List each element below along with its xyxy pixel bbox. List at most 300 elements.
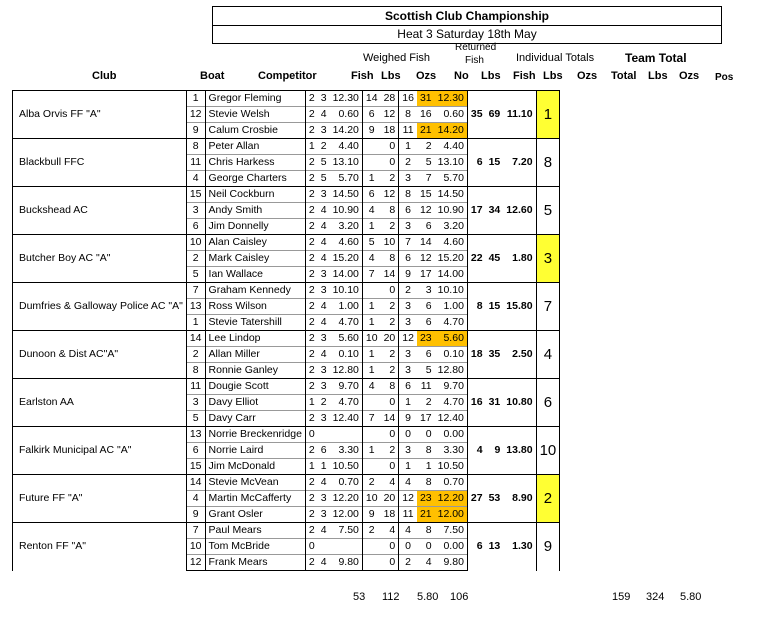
team-lbs-cell: 34 <box>486 187 504 235</box>
competitor-cell: Mark Caisley <box>205 251 305 267</box>
lbs-cell: 4 <box>318 315 330 331</box>
competitor-cell: Ian Wallace <box>205 267 305 283</box>
individual-ozs-cell: 12.20 <box>435 491 468 507</box>
team-ozs-cell: 12.60 <box>503 187 536 235</box>
fish-cell: 2 <box>305 203 317 219</box>
fish-cell: 2 <box>305 315 317 331</box>
header-ret-no: No <box>454 70 469 82</box>
ozs-cell: 3.20 <box>330 219 363 235</box>
ozs-cell: 12.20 <box>330 491 363 507</box>
team-ozs-cell: 10.80 <box>503 379 536 427</box>
team-ozs-cell: 11.10 <box>503 91 536 139</box>
individual-ozs-cell: 7.50 <box>435 523 468 539</box>
table-row <box>13 379 560 395</box>
individual-fish-cell: 3 <box>399 171 417 187</box>
individual-ozs-cell: 4.60 <box>435 235 468 251</box>
individual-ozs-cell: 15.20 <box>435 251 468 267</box>
grand-total-team-lbs: 324 <box>646 591 665 603</box>
returned-lbs-cell: 0 <box>381 427 399 443</box>
lbs-cell: 3 <box>318 331 330 347</box>
fish-cell: 2 <box>305 283 317 299</box>
fish-cell: 2 <box>305 171 317 187</box>
boat-cell: 7 <box>186 523 205 539</box>
individual-ozs-cell: 1.00 <box>435 299 468 315</box>
individual-fish-cell: 1 <box>399 139 417 155</box>
boat-cell: 13 <box>186 427 205 443</box>
fish-cell: 0 <box>305 539 317 555</box>
boat-cell: 7 <box>186 283 205 299</box>
individual-ozs-cell: 12.40 <box>435 411 468 427</box>
individual-fish-cell: 4 <box>399 475 417 491</box>
ozs-cell: 10.50 <box>330 459 363 475</box>
individual-lbs-cell: 6 <box>417 299 435 315</box>
club-name: Butcher Boy AC "A" <box>13 235 187 283</box>
position-cell: 10 <box>536 427 560 475</box>
individual-lbs-cell: 31 <box>417 91 435 107</box>
individual-lbs-cell: 17 <box>417 267 435 283</box>
boat-cell: 12 <box>186 555 205 571</box>
team-total-cell: 4 <box>467 427 485 475</box>
individual-ozs-cell: 9.80 <box>435 555 468 571</box>
returned-lbs-cell: 8 <box>381 379 399 395</box>
ozs-cell: 12.80 <box>330 363 363 379</box>
returned-lbs-cell: 2 <box>381 219 399 235</box>
individual-lbs-cell: 11 <box>417 379 435 395</box>
fish-cell: 1 <box>305 395 317 411</box>
header-ind-ozs: Ozs <box>577 70 598 82</box>
position-cell: 1 <box>536 91 560 139</box>
results-table <box>12 90 560 571</box>
individual-lbs-cell: 2 <box>417 139 435 155</box>
individual-lbs-cell: 4 <box>417 555 435 571</box>
returned-lbs-cell: 14 <box>381 267 399 283</box>
team-total-cell: 6 <box>467 523 485 571</box>
competitor-cell: Graham Kennedy <box>205 283 305 299</box>
lbs-cell: 4 <box>318 475 330 491</box>
club-name: Blackbull FFC <box>13 139 187 187</box>
individual-lbs-cell: 0 <box>417 539 435 555</box>
competitor-cell: Peter Allan <box>205 139 305 155</box>
returned-no-cell: 1 <box>362 315 380 331</box>
ozs-cell: 12.00 <box>330 507 363 523</box>
lbs-cell: 4 <box>318 555 330 571</box>
team-ozs-cell: 13.80 <box>503 427 536 475</box>
table-row <box>13 139 560 155</box>
ozs-cell <box>330 427 363 443</box>
ozs-cell <box>330 539 363 555</box>
competitor-cell: Andy Smith <box>205 203 305 219</box>
individual-fish-cell: 1 <box>399 395 417 411</box>
individual-lbs-cell: 23 <box>417 331 435 347</box>
fish-cell: 2 <box>305 475 317 491</box>
grand-total-team-ozs: 5.80 <box>680 591 702 603</box>
ozs-cell: 10.10 <box>330 283 363 299</box>
competitor-cell: Paul Mears <box>205 523 305 539</box>
returned-lbs-cell: 12 <box>381 107 399 123</box>
header-ind-fish: Fish <box>513 70 536 82</box>
returned-lbs-cell: 10 <box>381 235 399 251</box>
individual-lbs-cell: 16 <box>417 107 435 123</box>
lbs-cell: 4 <box>318 219 330 235</box>
boat-cell: 14 <box>186 331 205 347</box>
lbs-cell: 2 <box>318 395 330 411</box>
individual-fish-cell: 3 <box>399 347 417 363</box>
table-row <box>13 523 560 539</box>
team-lbs-cell: 45 <box>486 235 504 283</box>
returned-no-cell: 9 <box>362 123 380 139</box>
team-total-cell: 6 <box>467 139 485 187</box>
lbs-cell: 2 <box>318 139 330 155</box>
competitor-cell: Allan Miller <box>205 347 305 363</box>
ozs-cell: 12.40 <box>330 411 363 427</box>
individual-lbs-cell: 12 <box>417 203 435 219</box>
lbs-cell: 3 <box>318 363 330 379</box>
competitor-cell: George Charters <box>205 171 305 187</box>
lbs-cell: 3 <box>318 283 330 299</box>
team-lbs-cell: 31 <box>486 379 504 427</box>
individual-lbs-cell: 7 <box>417 171 435 187</box>
individual-ozs-cell: 4.40 <box>435 139 468 155</box>
individual-fish-cell: 3 <box>399 443 417 459</box>
lbs-cell: 4 <box>318 251 330 267</box>
ozs-cell: 10.90 <box>330 203 363 219</box>
competitor-cell: Jim Donnelly <box>205 219 305 235</box>
returned-lbs-cell: 2 <box>381 443 399 459</box>
lbs-cell <box>318 539 330 555</box>
individual-ozs-cell: 4.70 <box>435 395 468 411</box>
team-lbs-cell: 15 <box>486 283 504 331</box>
individual-lbs-cell: 6 <box>417 219 435 235</box>
returned-lbs-cell: 0 <box>381 395 399 411</box>
returned-no-cell: 2 <box>362 475 380 491</box>
ozs-cell: 1.00 <box>330 299 363 315</box>
individual-fish-cell: 12 <box>399 331 417 347</box>
table-row <box>13 283 560 299</box>
competitor-cell: Stevie McVean <box>205 475 305 491</box>
fish-cell: 2 <box>305 491 317 507</box>
competitor-cell: Stevie Tatershill <box>205 315 305 331</box>
competitor-cell: Calum Crosbie <box>205 123 305 139</box>
header-ozs: Ozs <box>416 70 437 82</box>
competitor-cell: Grant Osler <box>205 507 305 523</box>
team-total-cell: 27 <box>467 475 485 523</box>
boat-cell: 6 <box>186 443 205 459</box>
header-team-ozs: Ozs <box>679 70 700 82</box>
boat-cell: 1 <box>186 91 205 107</box>
grand-total-ozs: 5.80 <box>417 591 439 603</box>
fish-cell: 2 <box>305 251 317 267</box>
header-ret-lbs: Lbs <box>481 70 501 82</box>
returned-no-cell: 4 <box>362 379 380 395</box>
returned-no-cell: 1 <box>362 347 380 363</box>
boat-cell: 10 <box>186 539 205 555</box>
header-returned-fish-2: Fish <box>465 55 484 66</box>
lbs-cell: 3 <box>318 187 330 203</box>
returned-lbs-cell: 8 <box>381 203 399 219</box>
returned-lbs-cell: 12 <box>381 187 399 203</box>
returned-lbs-cell: 8 <box>381 251 399 267</box>
position-cell: 2 <box>536 475 560 523</box>
lbs-cell: 3 <box>318 91 330 107</box>
individual-fish-cell: 0 <box>399 539 417 555</box>
club-name: Alba Orvis FF "A" <box>13 91 187 139</box>
team-lbs-cell: 53 <box>486 475 504 523</box>
ozs-cell: 9.80 <box>330 555 363 571</box>
competitor-cell: Frank Mears <box>205 555 305 571</box>
boat-cell: 10 <box>186 235 205 251</box>
lbs-cell: 1 <box>318 459 330 475</box>
individual-fish-cell: 11 <box>399 123 417 139</box>
returned-lbs-cell: 0 <box>381 283 399 299</box>
table-row <box>13 475 560 491</box>
header-boat: Boat <box>200 70 225 82</box>
individual-ozs-cell: 3.20 <box>435 219 468 235</box>
returned-no-cell: 7 <box>362 267 380 283</box>
boat-cell: 14 <box>186 475 205 491</box>
boat-cell: 4 <box>186 171 205 187</box>
individual-lbs-cell: 21 <box>417 507 435 523</box>
club-name: Renton FF "A" <box>13 523 187 571</box>
returned-lbs-cell: 2 <box>381 315 399 331</box>
header-fish: Fish <box>351 70 374 82</box>
competitor-cell: Neil Cockburn <box>205 187 305 203</box>
header-weighed-fish: Weighed Fish <box>363 52 431 64</box>
returned-no-cell: 7 <box>362 411 380 427</box>
returned-no-cell: 1 <box>362 443 380 459</box>
returned-lbs-cell: 4 <box>381 523 399 539</box>
boat-cell: 5 <box>186 411 205 427</box>
club-name: Dunoon & Dist AC"A" <box>13 331 187 379</box>
ozs-cell: 0.60 <box>330 107 363 123</box>
lbs-cell: 3 <box>318 507 330 523</box>
returned-lbs-cell: 2 <box>381 347 399 363</box>
competitor-cell: Alan Caisley <box>205 235 305 251</box>
individual-ozs-cell: 12.30 <box>435 91 468 107</box>
ozs-cell: 5.60 <box>330 331 363 347</box>
team-lbs-cell: 15 <box>486 139 504 187</box>
individual-fish-cell: 6 <box>399 379 417 395</box>
returned-no-cell <box>362 555 380 571</box>
returned-lbs-cell: 0 <box>381 155 399 171</box>
ozs-cell: 4.60 <box>330 235 363 251</box>
individual-fish-cell: 4 <box>399 523 417 539</box>
competitor-cell: Tom McBride <box>205 539 305 555</box>
lbs-cell: 4 <box>318 235 330 251</box>
individual-lbs-cell: 8 <box>417 523 435 539</box>
header-ind-lbs: Lbs <box>543 70 563 82</box>
position-cell: 9 <box>536 523 560 571</box>
team-total-cell: 16 <box>467 379 485 427</box>
ozs-cell: 5.70 <box>330 171 363 187</box>
returned-no-cell: 1 <box>362 363 380 379</box>
competitor-cell: Jim McDonald <box>205 459 305 475</box>
ozs-cell: 14.50 <box>330 187 363 203</box>
individual-ozs-cell: 13.10 <box>435 155 468 171</box>
returned-no-cell <box>362 283 380 299</box>
table-row <box>13 427 560 443</box>
boat-cell: 8 <box>186 139 205 155</box>
competitor-cell: Norrie Breckenridge <box>205 427 305 443</box>
returned-no-cell <box>362 459 380 475</box>
individual-ozs-cell: 0.00 <box>435 427 468 443</box>
individual-fish-cell: 12 <box>399 491 417 507</box>
competitor-cell: Lee Lindop <box>205 331 305 347</box>
ozs-cell: 4.40 <box>330 139 363 155</box>
individual-lbs-cell: 8 <box>417 475 435 491</box>
boat-cell: 2 <box>186 251 205 267</box>
returned-no-cell: 1 <box>362 171 380 187</box>
individual-ozs-cell: 4.70 <box>435 315 468 331</box>
ozs-cell: 12.30 <box>330 91 363 107</box>
grand-total-team: 159 <box>612 591 631 603</box>
sheet-title: Scottish Club Championship <box>212 6 722 26</box>
individual-lbs-cell: 5 <box>417 155 435 171</box>
individual-lbs-cell: 3 <box>417 283 435 299</box>
individual-fish-cell: 16 <box>399 91 417 107</box>
club-name: Falkirk Municipal AC "A" <box>13 427 187 475</box>
individual-ozs-cell: 9.70 <box>435 379 468 395</box>
header-individual-totals: Individual Totals <box>516 52 595 64</box>
individual-ozs-cell: 0.10 <box>435 347 468 363</box>
competitor-cell: Davy Elliot <box>205 395 305 411</box>
header-lbs: Lbs <box>381 70 401 82</box>
ozs-cell: 0.10 <box>330 347 363 363</box>
fish-cell: 2 <box>305 331 317 347</box>
grand-total-ret-no: 106 <box>450 591 469 603</box>
fish-cell: 2 <box>305 443 317 459</box>
competitor-cell: Norrie Laird <box>205 443 305 459</box>
returned-lbs-cell: 0 <box>381 555 399 571</box>
table-row <box>13 91 560 107</box>
lbs-cell: 4 <box>318 107 330 123</box>
ozs-cell: 9.70 <box>330 379 363 395</box>
individual-lbs-cell: 0 <box>417 427 435 443</box>
position-cell: 3 <box>536 235 560 283</box>
returned-no-cell: 5 <box>362 235 380 251</box>
individual-fish-cell: 2 <box>399 283 417 299</box>
returned-lbs-cell: 18 <box>381 123 399 139</box>
lbs-cell: 4 <box>318 203 330 219</box>
header-team-lbs: Lbs <box>648 70 668 82</box>
returned-lbs-cell: 20 <box>381 331 399 347</box>
returned-no-cell: 1 <box>362 299 380 315</box>
individual-ozs-cell: 5.70 <box>435 171 468 187</box>
returned-no-cell: 10 <box>362 331 380 347</box>
returned-no-cell <box>362 155 380 171</box>
boat-cell: 15 <box>186 187 205 203</box>
header-returned-fish-1: Returned <box>455 42 497 53</box>
individual-lbs-cell: 6 <box>417 315 435 331</box>
sheet-subtitle: Heat 3 Saturday 18th May <box>212 26 722 44</box>
team-total-cell: 35 <box>467 91 485 139</box>
team-ozs-cell: 1.80 <box>503 235 536 283</box>
returned-lbs-cell: 20 <box>381 491 399 507</box>
individual-lbs-cell: 6 <box>417 347 435 363</box>
individual-ozs-cell: 0.60 <box>435 107 468 123</box>
fish-cell: 2 <box>305 411 317 427</box>
individual-fish-cell: 3 <box>399 299 417 315</box>
individual-fish-cell: 8 <box>399 187 417 203</box>
ozs-cell: 13.10 <box>330 155 363 171</box>
ozs-cell: 15.20 <box>330 251 363 267</box>
club-name: Earlston AA <box>13 379 187 427</box>
boat-cell: 8 <box>186 363 205 379</box>
fish-cell: 2 <box>305 347 317 363</box>
fish-cell: 2 <box>305 187 317 203</box>
header-competitor: Competitor <box>258 70 317 82</box>
boat-cell: 1 <box>186 315 205 331</box>
individual-ozs-cell: 14.20 <box>435 123 468 139</box>
individual-ozs-cell: 12.00 <box>435 507 468 523</box>
ozs-cell: 3.30 <box>330 443 363 459</box>
table-row <box>13 331 560 347</box>
ozs-cell: 14.00 <box>330 267 363 283</box>
fish-cell: 2 <box>305 155 317 171</box>
returned-lbs-cell: 0 <box>381 459 399 475</box>
lbs-cell: 3 <box>318 411 330 427</box>
individual-lbs-cell: 12 <box>417 251 435 267</box>
returned-no-cell: 4 <box>362 251 380 267</box>
competitor-cell: Chris Harkess <box>205 155 305 171</box>
returned-no-cell: 14 <box>362 91 380 107</box>
individual-fish-cell: 3 <box>399 219 417 235</box>
returned-no-cell: 2 <box>362 523 380 539</box>
boat-cell: 9 <box>186 507 205 523</box>
individual-fish-cell: 3 <box>399 363 417 379</box>
fish-cell: 2 <box>305 235 317 251</box>
competitor-cell: Davy Carr <box>205 411 305 427</box>
returned-lbs-cell: 14 <box>381 411 399 427</box>
individual-lbs-cell: 8 <box>417 443 435 459</box>
fish-cell: 2 <box>305 267 317 283</box>
ozs-cell: 7.50 <box>330 523 363 539</box>
returned-no-cell: 6 <box>362 187 380 203</box>
individual-fish-cell: 6 <box>399 251 417 267</box>
fish-cell: 2 <box>305 363 317 379</box>
team-lbs-cell: 35 <box>486 331 504 379</box>
header-total: Total <box>611 70 637 82</box>
returned-no-cell: 9 <box>362 507 380 523</box>
ozs-cell: 4.70 <box>330 315 363 331</box>
returned-lbs-cell: 28 <box>381 91 399 107</box>
team-lbs-cell: 69 <box>486 91 504 139</box>
individual-ozs-cell: 14.50 <box>435 187 468 203</box>
team-total-cell: 8 <box>467 283 485 331</box>
individual-lbs-cell: 2 <box>417 395 435 411</box>
returned-lbs-cell: 0 <box>381 539 399 555</box>
competitor-cell: Ross Wilson <box>205 299 305 315</box>
returned-no-cell: 6 <box>362 107 380 123</box>
lbs-cell: 3 <box>318 123 330 139</box>
returned-no-cell: 1 <box>362 219 380 235</box>
individual-fish-cell: 6 <box>399 203 417 219</box>
fish-cell: 2 <box>305 91 317 107</box>
returned-lbs-cell: 18 <box>381 507 399 523</box>
team-ozs-cell: 2.50 <box>503 331 536 379</box>
club-name: Dumfries & Galloway Police AC "A" <box>13 283 187 331</box>
fish-cell: 2 <box>305 555 317 571</box>
boat-cell: 13 <box>186 299 205 315</box>
individual-fish-cell: 0 <box>399 427 417 443</box>
boat-cell: 11 <box>186 155 205 171</box>
individual-lbs-cell: 21 <box>417 123 435 139</box>
boat-cell: 4 <box>186 491 205 507</box>
individual-ozs-cell: 0.70 <box>435 475 468 491</box>
lbs-cell: 3 <box>318 379 330 395</box>
fish-cell: 2 <box>305 523 317 539</box>
team-lbs-cell: 9 <box>486 427 504 475</box>
position-cell: 7 <box>536 283 560 331</box>
